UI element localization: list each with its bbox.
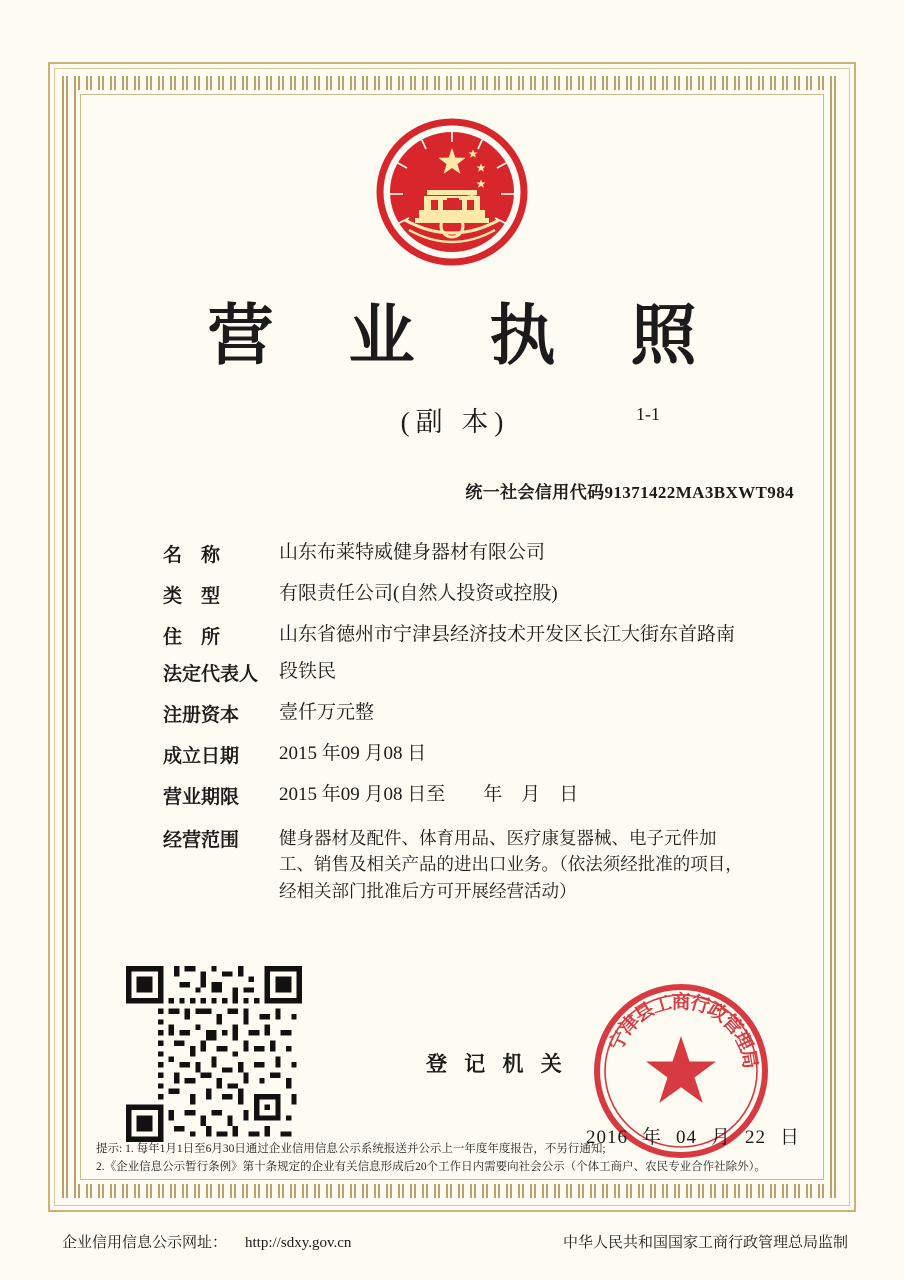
note-line-1: 提示: 1. 每年1月1日至6月30日通过企业信用信息公示系统报送并公示上一年度年度报告，不另行通知; [96, 1143, 606, 1155]
issue-year: 2016 [586, 1127, 628, 1148]
field-row-business-scope [163, 825, 783, 904]
document-subtitle: (副 本) [400, 407, 510, 437]
field-label: 住 所 [163, 627, 221, 648]
issue-month-unit: 月 [711, 1127, 732, 1148]
issue-year-unit: 年 [642, 1127, 663, 1148]
field-row-business-term [163, 782, 783, 809]
field-label: 营业期限 [163, 787, 240, 808]
field-row-type [163, 581, 783, 608]
field-label: 类 型 [163, 586, 221, 607]
svg-text:局: 局 [736, 1047, 762, 1071]
svg-text:县: 县 [630, 998, 659, 1027]
field-value: 段铁民 [279, 661, 337, 682]
footer-website-url[interactable]: http://sdxy.gov.cn [245, 1235, 352, 1251]
footer-website-label: 企业信用信息公示网址： [62, 1235, 228, 1251]
unified-social-credit-code: 统一社会信用代码91371422MA3BXWT984 [465, 483, 794, 502]
registry-authority-label: 登 记 机 关 [426, 1052, 568, 1076]
field-row-registered-capital [163, 700, 783, 727]
field-label: 法定代表人 [163, 664, 259, 685]
field-row-name [163, 540, 783, 567]
field-row-address [163, 622, 783, 649]
field-label: 成立日期 [163, 746, 240, 767]
field-value: 2015 年09 月08 日至 年 月 日 [279, 784, 579, 805]
license-fields [163, 540, 783, 918]
field-row-legal-representative [163, 659, 783, 686]
field-value: 山东布莱特威健身器材有限公司 [279, 542, 546, 563]
field-label: 名 称 [163, 545, 221, 566]
issue-month: 04 [676, 1127, 698, 1148]
svg-text:政: 政 [703, 998, 732, 1027]
footer-website [62, 1231, 351, 1252]
field-row-establishment-date [163, 741, 783, 768]
page-title: 营 业 执 照 [207, 296, 723, 374]
field-value: 健身器材及配件、体育用品、医疗康复器械、电子元件加工、销售及相关产品的进出口业务。（依法须经批准的项目，经相关部门批准后方可开展经营活动） [279, 828, 743, 901]
svg-text:管: 管 [717, 1010, 747, 1040]
field-label: 经营范围 [163, 830, 240, 851]
svg-text:理: 理 [728, 1027, 758, 1055]
field-value: 山东省德州市宁津县经济技术开发区长江大街东首路南 [279, 624, 736, 645]
svg-text:津: 津 [615, 1010, 645, 1040]
field-value: 有限责任公司(自然人投资或控股) [279, 583, 558, 604]
issue-day-unit: 日 [780, 1127, 801, 1148]
svg-text:商: 商 [671, 991, 691, 1013]
copy-number: 1-1 [636, 404, 660, 424]
note-line-2: 2.《企业信息公示暂行条例》第十条规定的企业有关信息形成后20个工作日内需要向社会公示（个体工商户、农民专业合作社除外）。 [96, 1161, 766, 1174]
footer-notes [96, 1140, 808, 1177]
field-value: 壹仟万元整 [279, 702, 375, 723]
national-emblem-icon [369, 112, 535, 278]
field-label: 注册资本 [163, 705, 240, 726]
svg-text:行: 行 [687, 991, 713, 1018]
footer-issuer: 中华人民共和国国家工商行政管理总局监制 [562, 1235, 848, 1251]
svg-text:宁: 宁 [604, 1027, 634, 1055]
field-value: 2015 年09 月08 日 [279, 743, 427, 764]
qr-code-icon [126, 966, 302, 1142]
svg-text:工: 工 [649, 991, 675, 1018]
issue-day: 22 [745, 1127, 767, 1148]
